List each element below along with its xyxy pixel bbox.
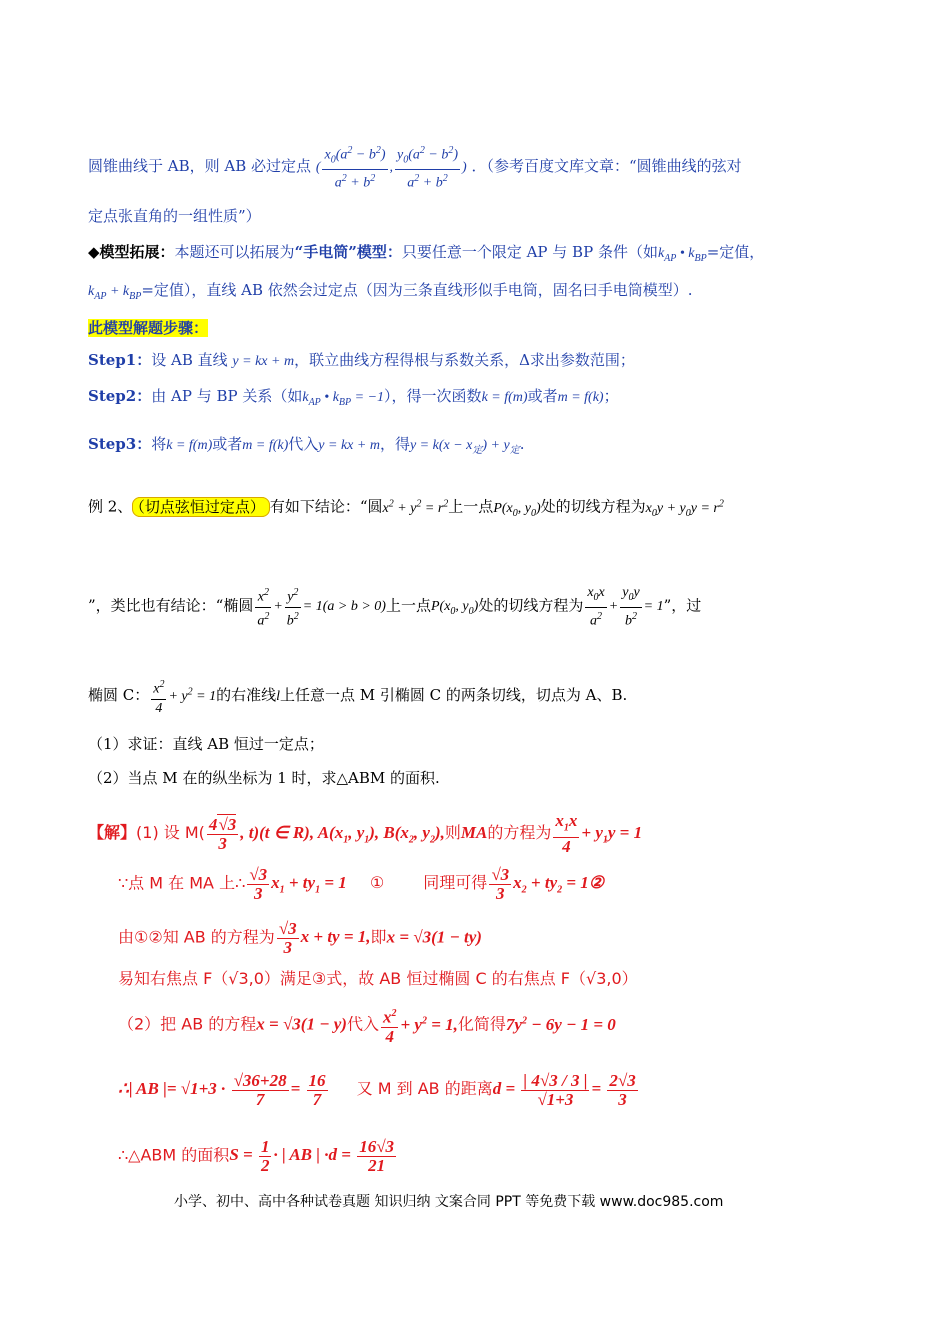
text: 设 AB 直线: [151, 351, 228, 369]
text: 或者: [527, 387, 558, 405]
text: 由 AP 与 BP 关系（如: [151, 387, 303, 405]
solution-line-4: [118, 966, 638, 992]
text: 上一点: [385, 596, 431, 615]
paragraph-model-extension: [88, 242, 764, 269]
text: =定值），直线 AB 依然会过定点（因为三条直线形似手电筒，固名曰手电筒模型）.: [141, 281, 693, 299]
formula-k-product: $k_{AP}$ • $k_{BP}$: [657, 246, 707, 264]
formula-circle: $x^2 + y^2 = r^2$: [382, 498, 449, 516]
text: ”，类比也有结论：“椭圆: [88, 596, 254, 615]
text: 易知右焦点 F（√3,0）满足③式，故 AB 恒过椭圆 C 的右焦点 F（√3,0）: [118, 969, 638, 988]
formula-point: $P(x_0$, $y_0$): [493, 500, 541, 519]
solution-line-1: [88, 812, 642, 858]
text: ．（参考百度文库文章：“圆锥曲线的弦对: [471, 156, 742, 175]
text: 的右准线: [216, 686, 277, 705]
text: 本题还可以拓展为: [174, 243, 295, 261]
question-1: [88, 734, 324, 754]
paragraph-fixed-point: [88, 142, 742, 193]
text: 代入: [288, 435, 319, 453]
formula-ab-length: ∴| AB |= √1+3 · $\frac{√36+28}{7}$ = $\frac{16}{7}$: [118, 1071, 326, 1109]
text: （2）当点 M 在的纵坐标为 1 时，求△ABM 的面积.: [88, 769, 440, 787]
formula-ma: MA: [460, 823, 488, 843]
example-2-line-1: [88, 494, 724, 523]
text: 处的切线方程为: [540, 497, 646, 516]
text: 化简得: [457, 1014, 506, 1034]
text: （2）把 AB 的方程: [118, 1014, 257, 1034]
formula-area: S = $\frac{1}{2}$ · | AB | ·d = $\frac{16√3}{21}$: [229, 1137, 395, 1175]
text: 则: [444, 823, 461, 843]
paragraph-model-extension-cont: [88, 280, 693, 307]
solution-line-3: [118, 920, 482, 957]
text: .: [519, 435, 525, 453]
formula-distance: d = $\frac{| 4√3 / 3 |}{√1+3}$ = $\frac{2√3}{3}$: [492, 1071, 636, 1109]
formula-ab: $\frac{√3}{3}$ x + ty = 1,: [278, 919, 371, 957]
formula-k-sum: $k_{AP} + k_{BP}$: [88, 284, 142, 302]
solution-line-5: [118, 1004, 616, 1046]
formula-eq1: $\frac{√3}{3}$ $x_1 + ty_1 = 1$: [249, 865, 347, 903]
text-emphasis: “手电筒”模型：: [294, 243, 402, 261]
example-2-line-3: [88, 676, 627, 718]
step-label: Step3：: [88, 435, 152, 453]
formula-tangent-ellipse: $\frac{x_0x}{a^2}$ + $\frac{y_0y}{b^2}$ = 1: [587, 585, 664, 629]
text: ；: [603, 387, 619, 405]
text: 将: [151, 435, 167, 453]
formula-result: $y = k(x - x_定) + y_定$: [409, 438, 520, 456]
formula-k-fm: k = f(m): [166, 438, 213, 453]
formula-k-product: $k_{AP}$ • $k_{BP} = -1$: [302, 390, 385, 408]
text: 椭圆 C：: [88, 686, 150, 705]
text: ∴△ABM 的面积: [118, 1145, 230, 1165]
text: 即: [370, 927, 387, 947]
formula-ma-eq: $\frac{x_1x}{4}$ + $y_1y = 1$: [555, 811, 643, 857]
formula-m-fk: m = f(k): [557, 390, 604, 405]
text: 上一点: [448, 497, 494, 516]
formula-quadratic: $7y^2 - 6y - 1 = 0$: [505, 1014, 616, 1034]
text: =定值，: [706, 243, 765, 261]
bullet-label: ◆模型拓展：: [88, 243, 175, 261]
text: 又 M 到 AB 的距离: [356, 1079, 493, 1099]
solution-line-7: [118, 1138, 398, 1175]
paragraph-fixed-point-cont: [88, 206, 261, 226]
text: 代入: [346, 1014, 379, 1034]
solution-line-2: [118, 866, 604, 908]
formula-m-fk: m = f(k): [242, 438, 289, 453]
step-2: [88, 386, 619, 413]
formula-tangent-circle: $x_0y + y_0y = r^2$: [645, 498, 724, 519]
text: 定点张直角的一组性质”）: [88, 207, 261, 225]
formula-ellipse-sub: $\frac{x^2}{4}$ + $y^2 = 1$,: [379, 1015, 458, 1034]
formula-fixed-point: ( $\frac{x_0(a^2 - b^2)}{a^2 + b^2}$ , $\frac{y_0(a^2 - b^2)}{a^2 + b^2}$ ): [316, 160, 467, 175]
formula-ab-x2: x = √3(1 − y): [256, 1014, 347, 1034]
text: (1) 设 M(: [136, 823, 205, 843]
text: 上任意一点 M 引椭圆 C 的两条切线，切点为 A、B.: [280, 686, 628, 705]
formula-l: l: [276, 689, 280, 705]
formula-line: y = kx + m: [318, 438, 380, 453]
formula-eq2: $\frac{√3}{3}$ $x_2 + ty_2$ = 1②: [491, 865, 605, 903]
question-2: [88, 768, 440, 788]
formula-ellipse: $\frac{x^2}{a^2}$ + $\frac{y^2}{b^2}$ = 1(a > b > 0): [253, 599, 386, 614]
step-1: [88, 350, 635, 372]
text: 有如下结论：“圆: [269, 497, 383, 516]
steps-heading: [88, 318, 208, 338]
example-label: 例 2、: [88, 497, 133, 516]
text: 或者: [212, 435, 243, 453]
formula-k-fm: k = f(m): [481, 390, 528, 405]
text: ∵点 M 在 MA 上∴: [118, 873, 246, 893]
formula-point: $P(x_0$, $y_0$): [430, 599, 479, 618]
text: ），得一次函数: [384, 387, 482, 405]
text: 由①②知 AB 的方程为: [118, 927, 275, 947]
text: 只要任意一个限定 AP 与 BP 条件（如: [401, 243, 658, 261]
formula-line: y = kx + m: [232, 354, 295, 369]
example-tag: （切点弦恒过定点）: [132, 497, 270, 517]
text: ，得: [379, 435, 410, 453]
text: 处的切线方程为: [478, 596, 584, 615]
solution-head: 【解】: [88, 823, 137, 843]
formula-ab-x: x = √3(1 − ty): [386, 927, 482, 947]
solution-line-6: [118, 1072, 640, 1109]
text: ，联立曲线方程得根与系数关系，Δ求出参数范围；: [294, 351, 635, 369]
text: （1）求证：直线 AB 恒过一定点；: [88, 735, 324, 753]
step-label: Step2：: [88, 387, 152, 405]
text: ”，过: [663, 596, 702, 615]
text: 圆锥曲线于 AB，则 AB 必过定点: [88, 156, 312, 175]
footer-text: 小学、初中、高中各种试卷真题 知识归纳 文案合同 PPT 等免费下载 www.doc985.com: [174, 1194, 724, 1210]
steps-heading-label: 此模型解题步骤：: [88, 319, 209, 337]
example-2-line-2: [88, 584, 701, 630]
text: 同理可得: [423, 873, 488, 893]
page-footer: [174, 1192, 723, 1212]
step-3: [88, 434, 524, 461]
formula-m-point: $\frac{4√3}{3}$ , t)(t ∈ R), $A(x_1$, $y_1$), $B(x_2$, $y_2$),: [208, 814, 445, 853]
formula-ellipse-c: $\frac{x^2}{4}$ + $y^2 = 1$: [149, 689, 216, 704]
step-label: Step1：: [88, 351, 152, 369]
text: 的方程为: [487, 823, 552, 843]
circled-1: ①: [369, 873, 385, 893]
